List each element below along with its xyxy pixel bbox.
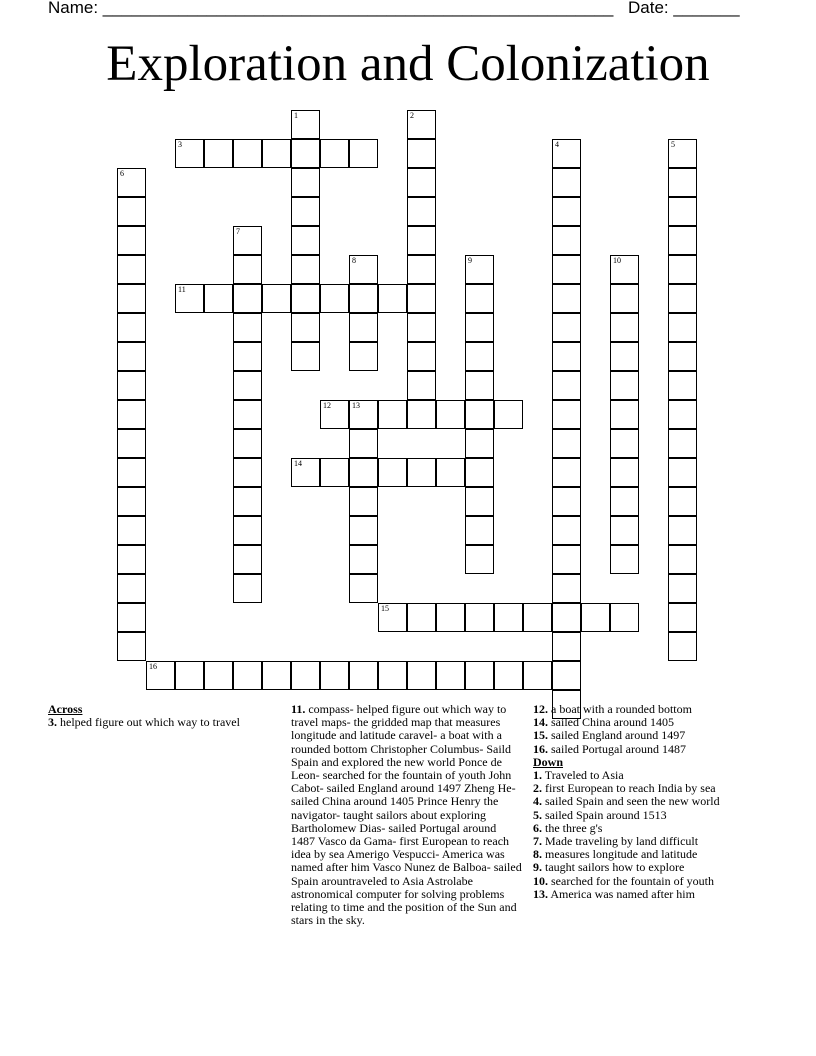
clue-number-label: 11 <box>178 285 186 294</box>
clue-text: taught sailors how to explore <box>545 860 685 875</box>
clue-number-label: 3 <box>178 140 182 149</box>
grid-cell[interactable] <box>117 197 146 226</box>
grid-cell[interactable] <box>291 226 320 255</box>
clue-text: America was named after him <box>550 886 695 901</box>
grid-cell[interactable] <box>349 400 378 429</box>
grid-cell[interactable] <box>233 255 262 284</box>
grid-cell[interactable] <box>262 139 291 168</box>
grid-cell[interactable] <box>465 371 494 400</box>
clue-number: 5. <box>533 807 542 822</box>
grid-cell[interactable] <box>668 429 697 458</box>
clue-number-label: 4 <box>555 140 559 149</box>
clue-number: 14. <box>533 715 548 730</box>
grid-cell[interactable] <box>668 487 697 516</box>
grid-cell[interactable] <box>117 226 146 255</box>
grid-cell[interactable] <box>378 284 407 313</box>
grid-cell[interactable] <box>117 313 146 342</box>
grid-cell[interactable] <box>610 487 639 516</box>
clue-text: sailed Spain around 1513 <box>545 807 667 822</box>
grid-cell[interactable] <box>117 632 146 661</box>
grid-cell[interactable] <box>233 313 262 342</box>
grid-cell[interactable] <box>668 632 697 661</box>
grid-cell[interactable] <box>610 429 639 458</box>
grid-cell[interactable] <box>233 487 262 516</box>
grid-cell[interactable] <box>552 516 581 545</box>
clue-number-label: 8 <box>352 256 356 265</box>
clue-text: Traveled to Asia <box>544 768 624 783</box>
grid-cell[interactable] <box>378 458 407 487</box>
grid-cell[interactable] <box>523 603 552 632</box>
grid-cell[interactable] <box>233 139 262 168</box>
grid-cell[interactable] <box>465 661 494 690</box>
clue-text: sailed England around 1497 <box>551 728 686 743</box>
grid-cell[interactable] <box>291 139 320 168</box>
grid-cell[interactable] <box>349 139 378 168</box>
clue-across-11 <box>291 703 523 927</box>
grid-cell[interactable] <box>610 284 639 313</box>
clue-number: 4. <box>533 794 542 809</box>
grid-cell[interactable] <box>378 400 407 429</box>
clue-text: first European to reach India by sea <box>545 781 716 796</box>
clue-number-label: 16 <box>149 662 157 671</box>
grid-cell[interactable] <box>146 661 175 690</box>
grid-cell[interactable] <box>465 487 494 516</box>
clue-number: 1. <box>533 768 542 783</box>
grid-cell[interactable] <box>465 313 494 342</box>
grid-cell[interactable] <box>552 226 581 255</box>
grid-cell[interactable] <box>494 661 523 690</box>
grid-cell[interactable] <box>291 168 320 197</box>
grid-cell[interactable] <box>233 429 262 458</box>
grid-cell[interactable] <box>668 574 697 603</box>
grid-cell[interactable] <box>175 661 204 690</box>
grid-cell[interactable] <box>204 139 233 168</box>
grid-cell[interactable] <box>552 313 581 342</box>
name-field[interactable]: Name: ______________________________________________________ <box>48 0 614 17</box>
grid-cell[interactable] <box>349 458 378 487</box>
grid-cell[interactable] <box>552 603 581 632</box>
grid-cell[interactable] <box>233 400 262 429</box>
grid-cell[interactable] <box>233 574 262 603</box>
grid-cell[interactable] <box>233 226 262 255</box>
grid-cell[interactable] <box>668 313 697 342</box>
grid-cell[interactable] <box>552 400 581 429</box>
grid-cell[interactable] <box>552 632 581 661</box>
clue-across-3 <box>48 716 278 729</box>
grid-cell[interactable] <box>610 516 639 545</box>
grid-cell[interactable] <box>320 284 349 313</box>
grid-cell[interactable] <box>349 661 378 690</box>
grid-cell[interactable] <box>552 574 581 603</box>
grid-cell[interactable] <box>407 139 436 168</box>
grid-cell[interactable] <box>465 342 494 371</box>
clue-number: 12. <box>533 702 548 716</box>
grid-cell[interactable] <box>262 661 291 690</box>
grid-cell[interactable] <box>117 458 146 487</box>
date-field[interactable]: Date: _______ <box>628 0 740 17</box>
grid-cell[interactable] <box>552 429 581 458</box>
clue-number-label: 2 <box>410 111 414 120</box>
grid-cell[interactable] <box>552 255 581 284</box>
grid-cell[interactable] <box>552 661 581 690</box>
grid-cell[interactable] <box>552 458 581 487</box>
clue-number: 3. <box>48 715 57 730</box>
grid-cell[interactable] <box>233 661 262 690</box>
grid-cell[interactable] <box>407 371 436 400</box>
grid-cell[interactable] <box>494 603 523 632</box>
grid-cell[interactable] <box>610 342 639 371</box>
grid-cell[interactable] <box>349 255 378 284</box>
clue-text: the three g's <box>545 820 603 835</box>
grid-cell[interactable] <box>610 255 639 284</box>
clue-text: searched for the fountain of youth <box>551 873 714 888</box>
clue-down-13 <box>533 888 763 901</box>
grid-cell[interactable] <box>349 574 378 603</box>
grid-cell[interactable] <box>610 400 639 429</box>
grid-cell[interactable] <box>552 284 581 313</box>
grid-cell[interactable] <box>291 284 320 313</box>
grid-cell[interactable] <box>349 545 378 574</box>
clues-column-3 <box>533 703 763 901</box>
grid-cell[interactable] <box>407 255 436 284</box>
clue-number: 15. <box>533 728 548 743</box>
grid-cell[interactable] <box>233 516 262 545</box>
grid-cell[interactable] <box>407 661 436 690</box>
grid-cell[interactable] <box>378 603 407 632</box>
grid-cell[interactable] <box>407 400 436 429</box>
grid-cell[interactable] <box>436 603 465 632</box>
grid-cell[interactable] <box>117 342 146 371</box>
clue-number: 7. <box>533 834 542 849</box>
grid-cell[interactable] <box>407 313 436 342</box>
grid-cell[interactable] <box>668 197 697 226</box>
grid-cell[interactable] <box>291 313 320 342</box>
clue-number-label: 9 <box>468 256 472 265</box>
grid-cell[interactable] <box>668 603 697 632</box>
clues-column-2 <box>291 703 523 927</box>
clue-text: a boat with a rounded bottom <box>551 702 692 716</box>
grid-cell[interactable] <box>320 400 349 429</box>
grid-cell[interactable] <box>117 255 146 284</box>
grid-cell[interactable] <box>552 168 581 197</box>
clue-text: measures longitude and latitude <box>545 847 698 862</box>
grid-cell[interactable] <box>610 603 639 632</box>
grid-cell[interactable] <box>291 255 320 284</box>
grid-cell[interactable] <box>610 313 639 342</box>
grid-cell[interactable] <box>378 661 407 690</box>
grid-cell[interactable] <box>291 197 320 226</box>
grid-cell[interactable] <box>465 516 494 545</box>
grid-cell[interactable] <box>552 342 581 371</box>
grid-cell[interactable] <box>117 545 146 574</box>
grid-cell[interactable] <box>668 545 697 574</box>
down-heading: Down <box>533 754 564 769</box>
grid-cell[interactable] <box>233 371 262 400</box>
grid-cell[interactable] <box>349 516 378 545</box>
clue-number: 6. <box>533 820 542 835</box>
clue-number: 16. <box>533 741 548 756</box>
grid-cell[interactable] <box>407 342 436 371</box>
grid-cell[interactable] <box>233 545 262 574</box>
clue-number-label: 6 <box>120 169 124 178</box>
grid-cell[interactable] <box>552 545 581 574</box>
grid-cell[interactable] <box>117 516 146 545</box>
grid-cell[interactable] <box>291 110 320 139</box>
clue-number-label: 5 <box>671 140 675 149</box>
grid-cell[interactable] <box>668 516 697 545</box>
across-heading: Across <box>48 702 83 716</box>
clue-number-label: 13 <box>352 401 360 410</box>
grid-cell[interactable] <box>465 255 494 284</box>
grid-cell[interactable] <box>117 284 146 313</box>
grid-cell[interactable] <box>552 139 581 168</box>
clue-text: sailed China around 1405 <box>551 715 674 730</box>
grid-cell[interactable] <box>668 400 697 429</box>
grid-cell[interactable] <box>465 400 494 429</box>
clue-number: 10. <box>533 873 548 888</box>
grid-cell[interactable] <box>407 168 436 197</box>
grid-cell[interactable] <box>117 487 146 516</box>
grid-cell[interactable] <box>668 139 697 168</box>
grid-cell[interactable] <box>175 284 204 313</box>
grid-cell[interactable] <box>204 284 233 313</box>
clue-text: compass- helped figure out which way to travel maps- the gridded map that measures longitude and latitude caravel- a boat with a rounded bottom Christopher Columbus- Saild Spain and explored the new world Ponce de Leon- searched for the fountain of youth John Cabot- sailed England around 1497 Zheng He- sailed China around 1405 Prince Henry the navigator- taught sailors about exploring Bartholomew Dias- sailed Portugal around 1487 Vasco da Gama- first European to reach idea by sea Amerigo Vespucci- America was named after him Vasco Nunez de Balboa- sailed Spain arountraveled to Asia Astrolabe astronomical computer for solving problems relating to time and the position of the Sun and stars in the sky. <box>291 702 522 928</box>
clue-number-label: 12 <box>323 401 331 410</box>
grid-cell[interactable] <box>610 545 639 574</box>
grid-cell[interactable] <box>523 661 552 690</box>
grid-cell[interactable] <box>117 371 146 400</box>
clue-number-label: 10 <box>613 256 621 265</box>
grid-cell[interactable] <box>407 110 436 139</box>
grid-cell[interactable] <box>407 284 436 313</box>
grid-cell[interactable] <box>349 342 378 371</box>
grid-cell[interactable] <box>117 574 146 603</box>
grid-cell[interactable] <box>552 371 581 400</box>
grid-cell[interactable] <box>668 371 697 400</box>
clue-text: sailed Spain and seen the new world <box>545 794 720 809</box>
grid-cell[interactable] <box>117 168 146 197</box>
grid-cell[interactable] <box>349 487 378 516</box>
clue-number: 9. <box>533 860 542 875</box>
grid-cell[interactable] <box>668 458 697 487</box>
grid-cell[interactable] <box>233 342 262 371</box>
grid-cell[interactable] <box>204 661 233 690</box>
grid-cell[interactable] <box>262 284 291 313</box>
clue-across-16 <box>533 743 763 756</box>
grid-cell[interactable] <box>668 168 697 197</box>
grid-cell[interactable] <box>291 661 320 690</box>
clue-number: 8. <box>533 847 542 862</box>
grid-cell[interactable] <box>117 400 146 429</box>
clue-text: sailed Portugal around 1487 <box>551 741 686 756</box>
grid-cell[interactable] <box>320 661 349 690</box>
grid-cell[interactable] <box>407 197 436 226</box>
grid-cell[interactable] <box>349 429 378 458</box>
grid-cell[interactable] <box>175 139 204 168</box>
grid-cell[interactable] <box>117 603 146 632</box>
grid-cell[interactable] <box>465 545 494 574</box>
grid-cell[interactable] <box>407 603 436 632</box>
clue-number: 11. <box>291 702 306 716</box>
grid-cell[interactable] <box>668 284 697 313</box>
grid-cell[interactable] <box>233 284 262 313</box>
grid-cell[interactable] <box>668 342 697 371</box>
grid-cell[interactable] <box>320 458 349 487</box>
grid-cell[interactable] <box>610 371 639 400</box>
clues-column-1 <box>48 703 278 729</box>
grid-cell[interactable] <box>407 226 436 255</box>
clue-text: Made traveling by land difficult <box>545 834 699 849</box>
grid-cell[interactable] <box>117 429 146 458</box>
clue-number: 2. <box>533 781 542 796</box>
grid-cell[interactable] <box>233 458 262 487</box>
grid-cell[interactable] <box>581 603 610 632</box>
clue-text: helped figure out which way to travel <box>60 715 240 730</box>
clue-number-label: 14 <box>294 459 302 468</box>
clue-number: 13. <box>533 886 548 901</box>
grid-cell[interactable] <box>465 458 494 487</box>
grid-cell[interactable] <box>552 487 581 516</box>
clue-number-label: 15 <box>381 604 389 613</box>
grid-cell[interactable] <box>436 400 465 429</box>
grid-cell[interactable] <box>407 458 436 487</box>
grid-cell[interactable] <box>465 603 494 632</box>
grid-cell[interactable] <box>610 458 639 487</box>
grid-cell[interactable] <box>436 458 465 487</box>
page-title: Exploration and Colonization <box>106 36 710 92</box>
grid-cell[interactable] <box>349 313 378 342</box>
grid-cell[interactable] <box>436 661 465 690</box>
grid-cell[interactable] <box>349 284 378 313</box>
clue-number-label: 1 <box>294 111 298 120</box>
grid-cell[interactable] <box>668 255 697 284</box>
grid-cell[interactable] <box>465 284 494 313</box>
grid-cell[interactable] <box>494 400 523 429</box>
grid-cell[interactable] <box>668 226 697 255</box>
grid-cell[interactable] <box>291 458 320 487</box>
grid-cell[interactable] <box>552 197 581 226</box>
grid-cell[interactable] <box>320 139 349 168</box>
grid-cell[interactable] <box>465 429 494 458</box>
clue-number-label: 7 <box>236 227 240 236</box>
grid-cell[interactable] <box>291 342 320 371</box>
